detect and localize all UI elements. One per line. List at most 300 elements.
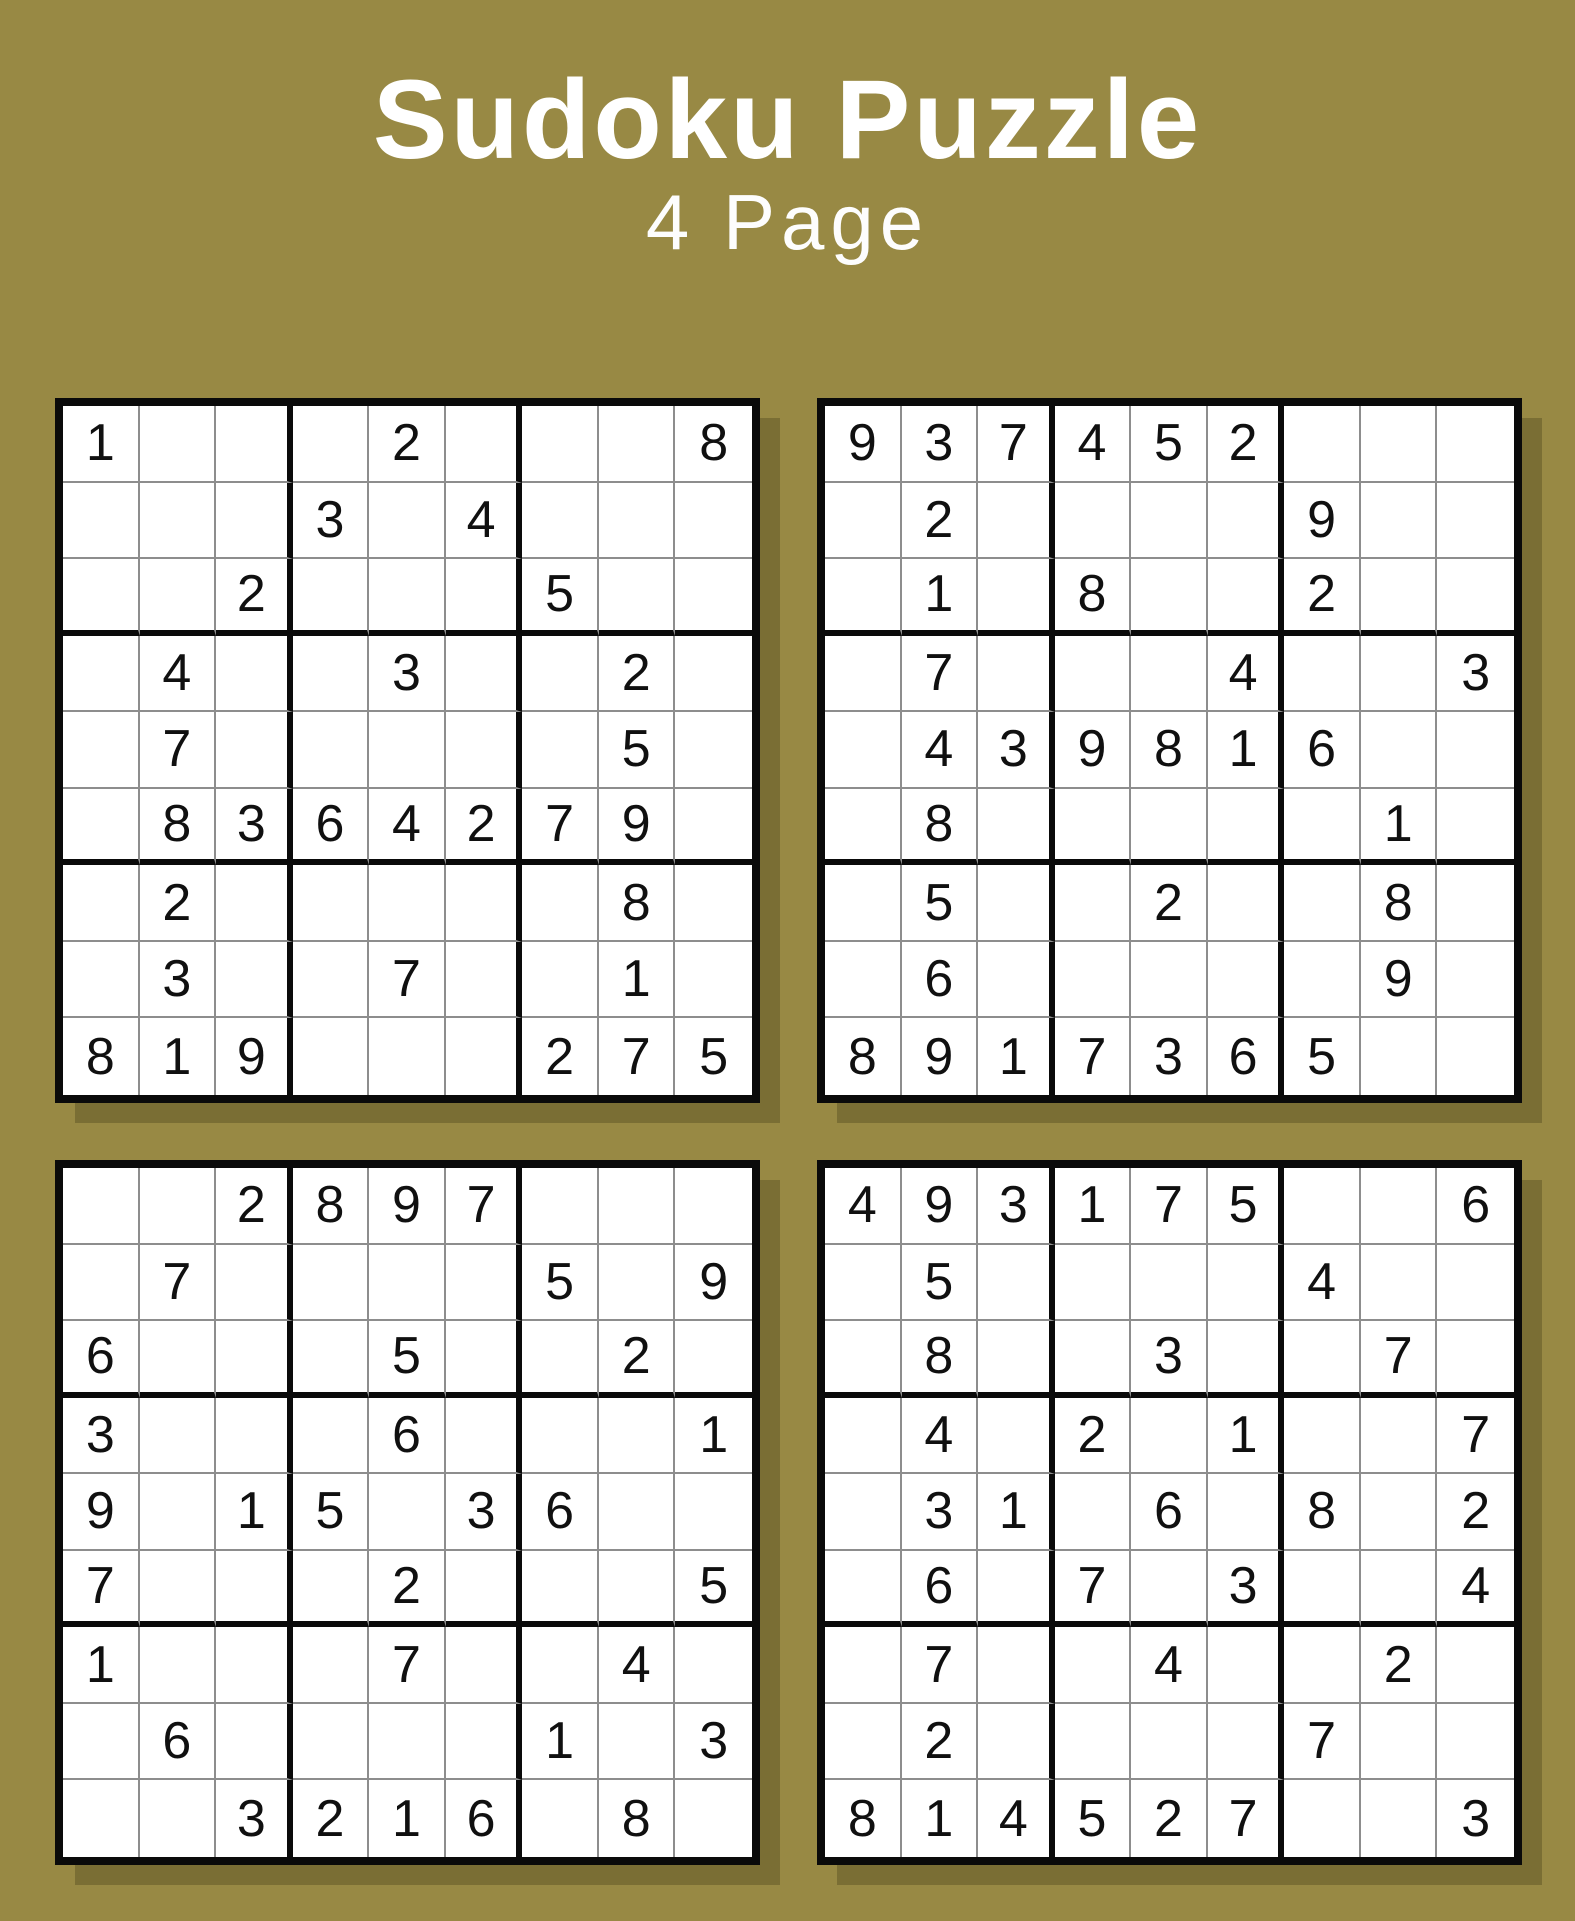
sudoku-cell [825, 1245, 902, 1322]
sudoku-cell [522, 1780, 599, 1857]
sudoku-cell [1361, 559, 1438, 636]
sudoku-cell [369, 1018, 446, 1095]
sudoku-cell: 4 [369, 789, 446, 866]
sudoku-cell [978, 559, 1055, 636]
sudoku-cell [140, 1780, 217, 1857]
sudoku-cell [1437, 559, 1514, 636]
sudoku-cell [1284, 1780, 1361, 1857]
sudoku-cell [446, 1398, 523, 1475]
sudoku-cell [140, 1168, 217, 1245]
sudoku-cell: 8 [140, 789, 217, 866]
sudoku-cell: 4 [1284, 1245, 1361, 1322]
sudoku-cell [1361, 1018, 1438, 1095]
sudoku-cell [1055, 483, 1132, 560]
sudoku-cell: 1 [522, 1704, 599, 1781]
sudoku-cell: 3 [216, 1780, 293, 1857]
sudoku-cell [978, 1245, 1055, 1322]
sudoku-cell: 7 [369, 942, 446, 1019]
sudoku-cell: 5 [1055, 1780, 1132, 1857]
sudoku-cell [1208, 942, 1285, 1019]
sudoku-cell [216, 1398, 293, 1475]
sudoku-cell: 4 [1437, 1551, 1514, 1628]
sudoku-cell [675, 712, 752, 789]
sudoku-cell [978, 1321, 1055, 1398]
sudoku-cell: 7 [140, 712, 217, 789]
sudoku-cell [675, 1321, 752, 1398]
sudoku-cell [1361, 1551, 1438, 1628]
sudoku-cell: 2 [599, 1321, 676, 1398]
sudoku-cell: 7 [1284, 1704, 1361, 1781]
sudoku-cell [293, 1551, 370, 1628]
sudoku-cell [216, 712, 293, 789]
sudoku-cell: 1 [1208, 1398, 1285, 1475]
sudoku-cell: 2 [902, 483, 979, 560]
sudoku-cell [63, 636, 140, 713]
sudoku-cell: 4 [1055, 406, 1132, 483]
sudoku-cell [825, 1627, 902, 1704]
sudoku-cell [1361, 406, 1438, 483]
sudoku-cell [446, 942, 523, 1019]
sudoku-cell [1437, 712, 1514, 789]
sudoku-cell: 8 [825, 1780, 902, 1857]
sudoku-cell [369, 483, 446, 560]
sudoku-cell [140, 1398, 217, 1475]
sudoku-cell [446, 865, 523, 942]
sudoku-cell: 3 [369, 636, 446, 713]
sudoku-cell: 7 [599, 1018, 676, 1095]
sudoku-cell: 7 [1055, 1018, 1132, 1095]
sudoku-cell [675, 559, 752, 636]
sudoku-cell: 5 [522, 559, 599, 636]
sudoku-cell [1284, 1321, 1361, 1398]
sudoku-cell [293, 406, 370, 483]
sudoku-cell [1131, 1245, 1208, 1322]
sudoku-cell [522, 1398, 599, 1475]
sudoku-cell: 5 [599, 712, 676, 789]
sudoku-cell [675, 636, 752, 713]
sudoku-cell: 6 [1131, 1474, 1208, 1551]
sudoku-cell: 5 [675, 1551, 752, 1628]
sudoku-cell [216, 483, 293, 560]
sudoku-cell [216, 1321, 293, 1398]
sudoku-grid-bottom-left [55, 1160, 760, 1865]
sudoku-cell: 8 [902, 1321, 979, 1398]
sudoku-cell: 9 [675, 1245, 752, 1322]
sudoku-cell [1208, 1627, 1285, 1704]
sudoku-cell [369, 712, 446, 789]
sudoku-cell: 1 [63, 406, 140, 483]
sudoku-cell [1284, 1627, 1361, 1704]
sudoku-cell [978, 789, 1055, 866]
sudoku-cell [369, 865, 446, 942]
sudoku-cell: 1 [369, 1780, 446, 1857]
sudoku-cell: 5 [1284, 1018, 1361, 1095]
sudoku-cell: 4 [825, 1168, 902, 1245]
sudoku-cell: 9 [599, 789, 676, 866]
sudoku-cell [369, 1245, 446, 1322]
sudoku-cell: 2 [293, 1780, 370, 1857]
sudoku-cell: 2 [369, 406, 446, 483]
sudoku-cell [140, 406, 217, 483]
sudoku-cell [446, 1245, 523, 1322]
sudoku-cell: 2 [446, 789, 523, 866]
sudoku-cell [1055, 1627, 1132, 1704]
sudoku-cell [599, 1474, 676, 1551]
sudoku-cell: 1 [902, 559, 979, 636]
sudoku-cell: 3 [1437, 636, 1514, 713]
sudoku-cell [1055, 789, 1132, 866]
sudoku-cell: 7 [902, 1627, 979, 1704]
sudoku-cell: 9 [369, 1168, 446, 1245]
sudoku-cell [599, 406, 676, 483]
sudoku-cell [63, 942, 140, 1019]
sudoku-cell: 4 [446, 483, 523, 560]
sudoku-cell: 7 [1361, 1321, 1438, 1398]
sudoku-cell [1055, 1474, 1132, 1551]
sudoku-cell [1055, 942, 1132, 1019]
sudoku-cell: 8 [902, 789, 979, 866]
sudoku-cell: 9 [902, 1168, 979, 1245]
sudoku-cell [522, 406, 599, 483]
sudoku-cell: 6 [1437, 1168, 1514, 1245]
sudoku-cell: 2 [1437, 1474, 1514, 1551]
sudoku-cell [599, 1551, 676, 1628]
sudoku-cell: 7 [902, 636, 979, 713]
sudoku-cell: 9 [1284, 483, 1361, 560]
sudoku-cell: 3 [216, 789, 293, 866]
sudoku-cell [1208, 559, 1285, 636]
sudoku-cell: 7 [1131, 1168, 1208, 1245]
sudoku-cell [293, 1245, 370, 1322]
sudoku-cell [369, 1704, 446, 1781]
sudoku-cell: 2 [1131, 865, 1208, 942]
sudoku-cell [1361, 1704, 1438, 1781]
sudoku-cell [1055, 1321, 1132, 1398]
sudoku-cell [293, 1704, 370, 1781]
sudoku-cell [1437, 865, 1514, 942]
sudoku-cell [825, 559, 902, 636]
sudoku-cell [1284, 1168, 1361, 1245]
sudoku-cell [1208, 1704, 1285, 1781]
sudoku-cell [1361, 483, 1438, 560]
sudoku-cell [825, 483, 902, 560]
sudoku-cell [446, 406, 523, 483]
sudoku-cell [1437, 1245, 1514, 1322]
sudoku-cell: 9 [1361, 942, 1438, 1019]
sudoku-cell [675, 942, 752, 1019]
sudoku-cell: 1 [1055, 1168, 1132, 1245]
sudoku-cell [216, 1627, 293, 1704]
sudoku-cell [1284, 1398, 1361, 1475]
sudoku-cell [825, 1704, 902, 1781]
sudoku-cell: 2 [1284, 559, 1361, 636]
sudoku-cell [978, 1627, 1055, 1704]
sudoku-cell [978, 1704, 1055, 1781]
sudoku-cell: 2 [1131, 1780, 1208, 1857]
sudoku-cell [63, 483, 140, 560]
sudoku-cell [216, 865, 293, 942]
sudoku-cell [216, 942, 293, 1019]
sudoku-cell [978, 483, 1055, 560]
sudoku-cell [599, 1704, 676, 1781]
sudoku-cell: 6 [140, 1704, 217, 1781]
sudoku-cell [599, 1168, 676, 1245]
sudoku-cell [1208, 1474, 1285, 1551]
sudoku-cell [293, 1627, 370, 1704]
sudoku-cell [216, 406, 293, 483]
sudoku-cell [293, 865, 370, 942]
sudoku-cell [825, 1398, 902, 1475]
sudoku-cell [1437, 483, 1514, 560]
sudoku-cell: 8 [1284, 1474, 1361, 1551]
sudoku-cell: 1 [63, 1627, 140, 1704]
sudoku-cell: 2 [522, 1018, 599, 1095]
page-subtitle: 4 Page [645, 178, 930, 267]
sudoku-cell: 5 [522, 1245, 599, 1322]
sudoku-cell: 6 [522, 1474, 599, 1551]
sudoku-cell [1437, 1704, 1514, 1781]
sudoku-cell [446, 1627, 523, 1704]
sudoku-cell: 5 [1131, 406, 1208, 483]
sudoku-cell: 7 [369, 1627, 446, 1704]
sudoku-cell [1208, 483, 1285, 560]
sudoku-cell [1437, 406, 1514, 483]
sudoku-cell [369, 1474, 446, 1551]
sudoku-cell [1284, 865, 1361, 942]
sudoku-cell: 8 [63, 1018, 140, 1095]
sudoku-cell [293, 1398, 370, 1475]
sudoku-cell: 6 [1284, 712, 1361, 789]
sudoku-cell [63, 1780, 140, 1857]
sudoku-cell: 9 [1055, 712, 1132, 789]
sudoku-cell: 5 [1208, 1168, 1285, 1245]
sudoku-cell: 1 [675, 1398, 752, 1475]
sudoku-cell [63, 1704, 140, 1781]
sudoku-cell: 1 [978, 1474, 1055, 1551]
sudoku-cell [1208, 1245, 1285, 1322]
sudoku-cell [140, 559, 217, 636]
sudoku-cell [1055, 1245, 1132, 1322]
sudoku-cell [1361, 1398, 1438, 1475]
sudoku-cell [446, 1018, 523, 1095]
sudoku-cell [1284, 636, 1361, 713]
sudoku-cell [1208, 1321, 1285, 1398]
sudoku-cell: 2 [216, 559, 293, 636]
sudoku-cell: 3 [902, 1474, 979, 1551]
sudoku-cell [140, 1627, 217, 1704]
sudoku-cell [522, 1551, 599, 1628]
sudoku-cell: 3 [978, 1168, 1055, 1245]
sudoku-cell [216, 1245, 293, 1322]
sudoku-cell [293, 942, 370, 1019]
sudoku-cell: 3 [446, 1474, 523, 1551]
sudoku-cell: 3 [1208, 1551, 1285, 1628]
sudoku-cell [825, 865, 902, 942]
sudoku-cell: 1 [1208, 712, 1285, 789]
sudoku-cell: 3 [63, 1398, 140, 1475]
sudoku-cell: 3 [1131, 1321, 1208, 1398]
sudoku-cell [522, 712, 599, 789]
sudoku-cell [1437, 789, 1514, 866]
sudoku-cell [1361, 1168, 1438, 1245]
sudoku-cell [369, 559, 446, 636]
page-header [0, 57, 1575, 267]
sudoku-cell [825, 712, 902, 789]
sudoku-cell [446, 1551, 523, 1628]
sudoku-cell: 6 [369, 1398, 446, 1475]
sudoku-cell: 6 [1208, 1018, 1285, 1095]
sudoku-cell [446, 1321, 523, 1398]
sudoku-cell [825, 789, 902, 866]
sudoku-cell [978, 865, 1055, 942]
sudoku-cell [522, 1168, 599, 1245]
sudoku-cell [1055, 865, 1132, 942]
sudoku-cell: 7 [978, 406, 1055, 483]
sudoku-cell: 4 [978, 1780, 1055, 1857]
sudoku-cell: 1 [978, 1018, 1055, 1095]
sudoku-cell [1055, 636, 1132, 713]
sudoku-cell: 2 [1055, 1398, 1132, 1475]
sudoku-cell [446, 1704, 523, 1781]
sudoku-cell [1131, 559, 1208, 636]
sudoku-cell: 5 [293, 1474, 370, 1551]
sudoku-cell: 4 [902, 1398, 979, 1475]
sudoku-cell: 9 [902, 1018, 979, 1095]
sudoku-cell: 8 [1131, 712, 1208, 789]
sudoku-cell [1284, 942, 1361, 1019]
sudoku-cell [675, 1627, 752, 1704]
sudoku-cell: 3 [978, 712, 1055, 789]
sudoku-cell [1437, 942, 1514, 1019]
sudoku-grid-bottom-right [817, 1160, 1522, 1865]
sudoku-cell [978, 1398, 1055, 1475]
sudoku-cell: 3 [140, 942, 217, 1019]
sudoku-cell [1208, 865, 1285, 942]
sudoku-cell [216, 636, 293, 713]
sudoku-cell [1437, 1018, 1514, 1095]
sudoku-cell [675, 865, 752, 942]
sudoku-cell: 4 [1208, 636, 1285, 713]
sudoku-cell [446, 559, 523, 636]
sudoku-cell: 2 [216, 1168, 293, 1245]
sudoku-cell [140, 1551, 217, 1628]
sudoku-cell: 8 [675, 406, 752, 483]
sudoku-cell [1131, 1398, 1208, 1475]
sudoku-cell [293, 1018, 370, 1095]
sudoku-cell [140, 1321, 217, 1398]
sudoku-cell: 2 [1208, 406, 1285, 483]
sudoku-cell [63, 1168, 140, 1245]
sudoku-cell [675, 1780, 752, 1857]
sudoku-cell [1361, 1780, 1438, 1857]
sudoku-cell: 6 [902, 942, 979, 1019]
sudoku-cell [1437, 1321, 1514, 1398]
sudoku-cell [522, 483, 599, 560]
sudoku-cell [522, 1627, 599, 1704]
sudoku-cell [1361, 636, 1438, 713]
sudoku-cell [1437, 1627, 1514, 1704]
sudoku-cell: 7 [63, 1551, 140, 1628]
sudoku-cell: 4 [902, 712, 979, 789]
sudoku-cell: 7 [522, 789, 599, 866]
sudoku-cell: 7 [1437, 1398, 1514, 1475]
sudoku-cell [1131, 636, 1208, 713]
sudoku-cell: 2 [369, 1551, 446, 1628]
sudoku-cell: 3 [1437, 1780, 1514, 1857]
sudoku-cell [216, 1704, 293, 1781]
sudoku-cell [63, 559, 140, 636]
sudoku-cell [1361, 712, 1438, 789]
sudoku-cell [522, 636, 599, 713]
sudoku-cell: 2 [140, 865, 217, 942]
sudoku-cell: 1 [902, 1780, 979, 1857]
sudoku-cell: 7 [446, 1168, 523, 1245]
sudoku-cell [1131, 1551, 1208, 1628]
sudoku-cell: 8 [293, 1168, 370, 1245]
sudoku-cell [1131, 789, 1208, 866]
sudoku-grid-top-left [55, 398, 760, 1103]
sudoku-cell [522, 1321, 599, 1398]
sudoku-cell [599, 1245, 676, 1322]
sudoku-cell [1361, 1245, 1438, 1322]
sudoku-cell [446, 636, 523, 713]
sudoku-cell [978, 942, 1055, 1019]
sudoku-cell [1284, 406, 1361, 483]
sudoku-cell [293, 559, 370, 636]
sudoku-cell [293, 1321, 370, 1398]
sudoku-cell: 6 [902, 1551, 979, 1628]
sudoku-cell: 4 [599, 1627, 676, 1704]
sudoku-cell: 3 [902, 406, 979, 483]
sudoku-cell [825, 636, 902, 713]
sudoku-cell [599, 559, 676, 636]
sudoku-cell: 4 [140, 636, 217, 713]
sudoku-cell: 8 [1361, 865, 1438, 942]
sudoku-cell: 6 [293, 789, 370, 866]
page-title: Sudoku Puzzle [372, 57, 1203, 182]
sudoku-cell: 6 [446, 1780, 523, 1857]
sudoku-cell [1131, 1704, 1208, 1781]
sudoku-cell: 7 [1208, 1780, 1285, 1857]
sudoku-cell [216, 1551, 293, 1628]
sudoku-cell: 8 [599, 865, 676, 942]
sudoku-cell: 5 [369, 1321, 446, 1398]
sudoku-cell [825, 1321, 902, 1398]
sudoku-grid-top-right [817, 398, 1522, 1103]
sudoku-cell: 5 [675, 1018, 752, 1095]
sudoku-cell: 3 [675, 1704, 752, 1781]
sudoku-cell [825, 942, 902, 1019]
sudoku-cell [293, 712, 370, 789]
sudoku-cell: 8 [1055, 559, 1132, 636]
sudoku-cell [675, 1168, 752, 1245]
sudoku-cell [675, 789, 752, 866]
sudoku-cell: 6 [63, 1321, 140, 1398]
sudoku-cell [522, 865, 599, 942]
sudoku-cell: 8 [825, 1018, 902, 1095]
sudoku-cell [1131, 483, 1208, 560]
sudoku-cell [1284, 789, 1361, 866]
sudoku-cell [63, 789, 140, 866]
sudoku-cell [1131, 942, 1208, 1019]
sudoku-cell: 2 [902, 1704, 979, 1781]
sudoku-cell: 9 [825, 406, 902, 483]
sudoku-cell: 8 [599, 1780, 676, 1857]
sudoku-cell [978, 636, 1055, 713]
sudoku-cell [63, 1245, 140, 1322]
sudoku-cell [1055, 1704, 1132, 1781]
sudoku-cell [63, 865, 140, 942]
